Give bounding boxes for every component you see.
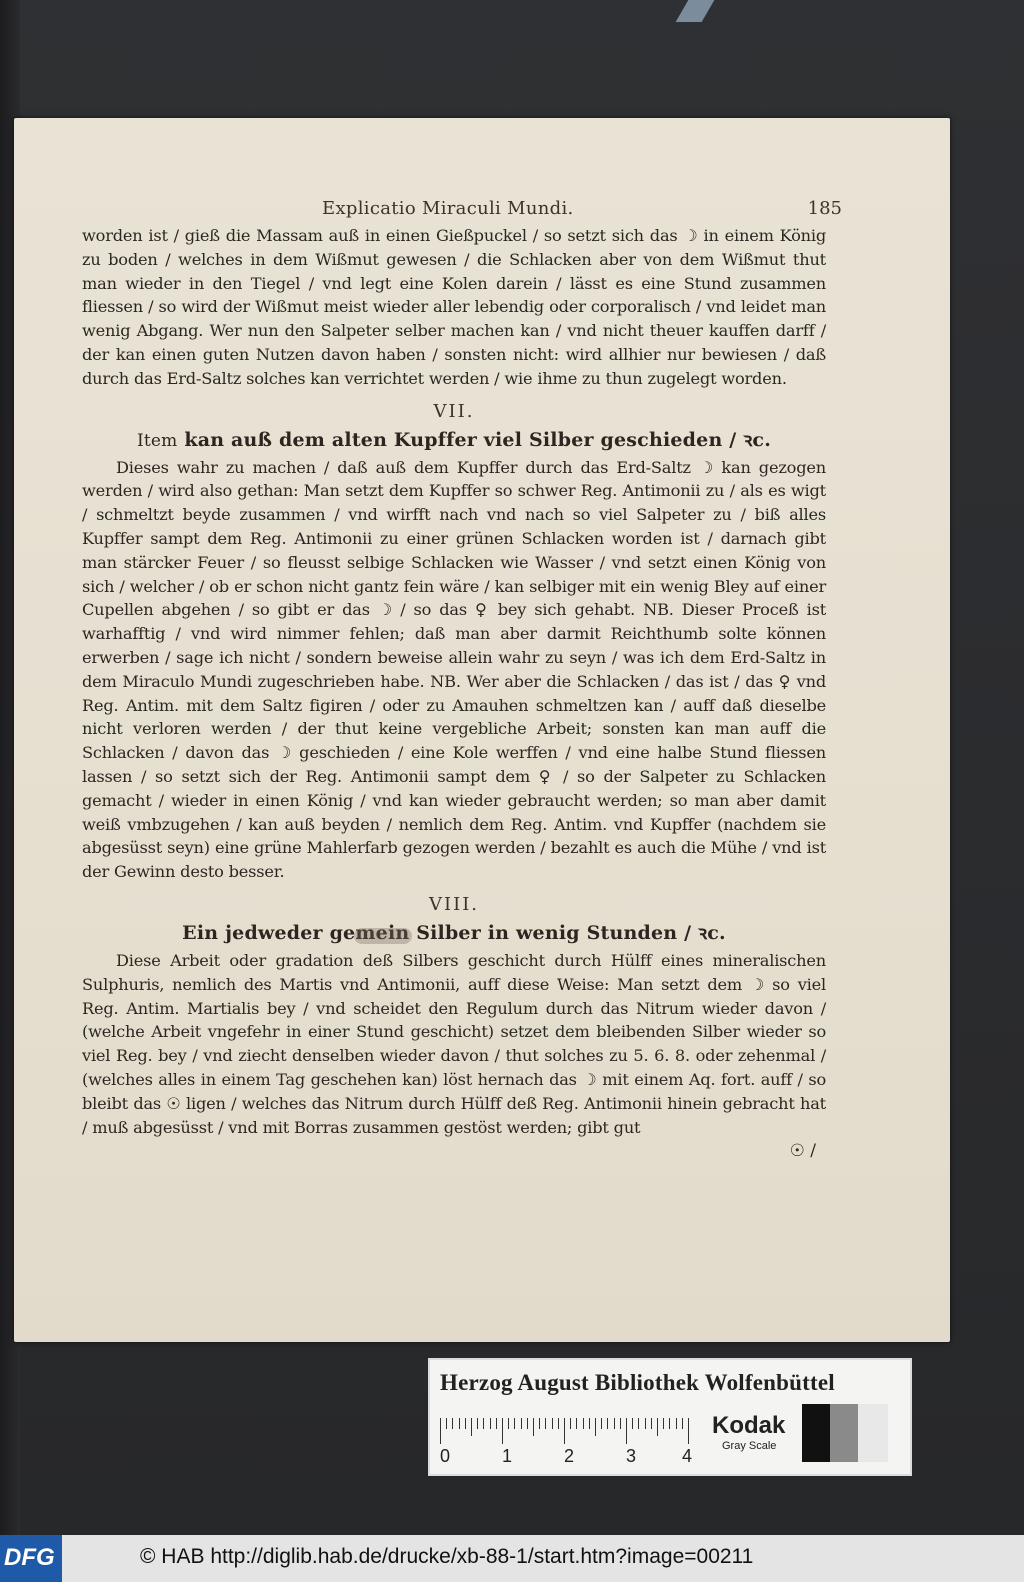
ruler-tick <box>601 1418 602 1429</box>
paragraph-continuation: worden ist / gieß die Massam auß in einen Gießpuckel / so setzt sich das ☽ in einem König zu boden / welches in dem Wißmut gewesen / die Schlacken aber von dem Wißmut thut man wieder in den Tiegel / vnd legt eine Kolen darein / lässt es eine Stund zusammen fliessen / so wird der Wißmut meist wieder aller lebendig oder corporalisch / vnd leidet man wenig Abgang. Wer nun den Salpeter selber machen kan / vnd nicht theuer kauffen darff / der kan einen guten Nutzen davon haben / sonsten nicht: wird allhier nur bewiesen / daß durch das Erd-Saltz solches kan verrichtet werden / wie ihme zu thun zugelegt worden. <box>82 226 826 388</box>
section-heading-7 <box>82 426 826 452</box>
paragraph-section-7: Dieses wahr zu machen / daß auß dem Kupffer durch das Erd-Saltz ☽ kan gezogen werden / wird also gethan: Man setzt dem Kupffer so schwer Reg. Antimonii zu / als es wigt / schmeltzt beyde zusammen / vnd wirfft nach vnd nach so viel Salpeter zu / biß alles Kupffer sampt dem Reg. Antimonii zu einer grünen Schlacken worden ist / darnach gibt man stärcker Feuer / so fleusst selbige Schlacken wie Wasser / vnd setzt einen König von sich / welcher / ob er schon nicht gantz fein wäre / kan selbiger mit ein wenig Bley auf einer Cupellen abgehen / so gibt er das ☽ / so das ♀ bey sich gehabt. NB. Dieser Proceß ist warhafftig / vnd wird nimmer fehlen; daß man aber darmit Reichthumb solte können erwerben / sage ich nicht / sondern beweise allein wahr zu seyn / was ich dem Erd-Saltz in dem Miraculo Mundi zugeschrieben habe. NB. Wer aber die Schlacken / das ist / das ♀ vnd Reg. Antim. mit dem Saltz figiren / oder zu Amauhen schmeltzen kan / auff daß dieselbe nicht verloren werden / der thut keine vergebliche Arbeit; sonsten kan man auff die Schlacken / davon das ☽ geschieden / eine Kole werffen / vnd eine halbe Stund fliessen lassen / so setzt sich der Reg. Antimonii sampt dem ♀ / so der Salpeter zu Schlacken gemacht / wieder in einen König / vnd kan wieder gebraucht werden; so man aber damit weiß vmbzugehen / kan auß beyden / nemlich dem Reg. Antim. vnd Kupffer (nachdem sie abgesüsst seyn) eine grüne Mahlerfarb gezogen werden / bezahlt es auch die Mühe / vnd ist der Gewinn desto besser. <box>82 457 826 882</box>
heading-lead-word: Item <box>136 430 178 451</box>
ruler-tick <box>676 1418 677 1429</box>
ruler-tick <box>440 1418 441 1444</box>
ruler-tick <box>583 1418 584 1429</box>
catchword: ☉ / <box>789 1141 816 1162</box>
ruler-tick <box>645 1418 646 1429</box>
ruler-tick <box>576 1418 577 1429</box>
gray-swatch-mid <box>830 1404 858 1462</box>
library-name: Herzog August Bibliothek Wolfenbüttel <box>440 1370 835 1395</box>
ruler-tick <box>614 1418 615 1429</box>
ruler-tick <box>651 1418 652 1429</box>
ruler-number: 1 <box>502 1446 513 1466</box>
section-number-8: VIII. <box>428 893 480 915</box>
color-calibration-bar <box>428 1358 912 1476</box>
ruler-tick <box>527 1418 528 1429</box>
page-number: 185 <box>807 198 842 219</box>
ruler-tick <box>589 1418 590 1429</box>
dfg-logo-text: DFG <box>4 1544 55 1571</box>
paragraph-section-8: Diese Arbeit oder gradation deß Silbers geschicht durch Hülff eines mineralischen Sulphuris, nemlich des Martis vnd Antimonii, auff diese Weise: Man setzt dem ☽ so viel Reg. Antim. Martialis bey / vnd scheidet den Regulum durch das Nitrum wieder davon / (welche Arbeit vngefehr in einer Stund geschicht) setzet dem bleibenden Silber wieder so viel Reg. bey / vnd ziecht denselben wieder davon / thut solches zu 5. 6. 8. oder zehenmal / (welches alles in einem Tag geschehen kan) löst hernach das ☽ mit einem Aq. fort. auff / so bleibt das ☉ ligen / welches das Nitrum durch Hülff deß Reg. Antimonii hinein gebracht hat / muß abgesüsst / vnd mit Borras zusammen gestöst werden; gibt gut <box>82 950 826 1137</box>
ruler-tick <box>669 1418 670 1429</box>
footer-bar <box>0 1535 1024 1582</box>
ruler-tick <box>521 1418 522 1429</box>
ruler-tick <box>570 1418 571 1429</box>
ruler-tick <box>496 1418 497 1429</box>
ruler-tick <box>539 1418 540 1429</box>
ruler-tick <box>638 1418 639 1429</box>
gray-swatch-light <box>858 1404 888 1462</box>
ruler-tick <box>490 1418 491 1429</box>
ruler-tick <box>471 1418 472 1436</box>
ruler-tick <box>477 1418 478 1429</box>
gray-scale-label: Gray Scale <box>722 1440 777 1452</box>
ruler-number: 0 <box>440 1446 451 1466</box>
ruler-tick <box>533 1418 534 1436</box>
ruler-tick <box>564 1418 565 1444</box>
ruler-number: 4 <box>682 1446 693 1466</box>
ruler-tick <box>682 1418 683 1429</box>
ruler-tick <box>595 1418 596 1436</box>
ruler-tick <box>452 1418 453 1429</box>
book-page <box>14 118 950 1342</box>
section-heading-8: Ein jedweder gemein Silber in wenig Stunden / ꝛc. <box>182 921 726 944</box>
ruler-tick <box>657 1418 658 1436</box>
ruler-tick <box>620 1418 621 1429</box>
gray-swatch-dark <box>802 1404 830 1462</box>
ruler-tick <box>558 1418 559 1429</box>
ruler-tick <box>663 1418 664 1429</box>
ruler-tick <box>502 1418 503 1444</box>
ruler-tick <box>688 1418 689 1444</box>
ink-stain <box>354 928 412 944</box>
ruler-tick <box>446 1418 447 1429</box>
running-head <box>82 196 842 224</box>
page-text <box>82 196 842 1162</box>
ruler-number: 2 <box>564 1446 575 1466</box>
ruler-number: 3 <box>626 1446 637 1466</box>
ruler-tick <box>465 1418 466 1429</box>
ruler-tick <box>514 1418 515 1429</box>
ruler-tick <box>552 1418 553 1429</box>
ruler <box>440 1418 698 1448</box>
section-number-7: VII. <box>433 400 475 422</box>
running-title: Explicatio Miraculi Mundi. <box>322 198 574 219</box>
ruler-tick <box>607 1418 608 1429</box>
ruler-tick <box>632 1418 633 1429</box>
ruler-tick <box>545 1418 546 1429</box>
heading-text: kan auß dem alten Kupffer viel Silber geschieden / ꝛc. <box>184 428 772 451</box>
ruler-tick <box>483 1418 484 1429</box>
copyright-link[interactable]: © HAB http://diglib.hab.de/drucke/xb-88-1/start.htm?image=00211 <box>140 1545 754 1568</box>
ruler-tick <box>626 1418 627 1444</box>
ruler-tick <box>508 1418 509 1429</box>
kodak-brand: Kodak <box>712 1412 786 1439</box>
ruler-tick <box>459 1418 460 1429</box>
dfg-logo <box>0 1535 62 1582</box>
